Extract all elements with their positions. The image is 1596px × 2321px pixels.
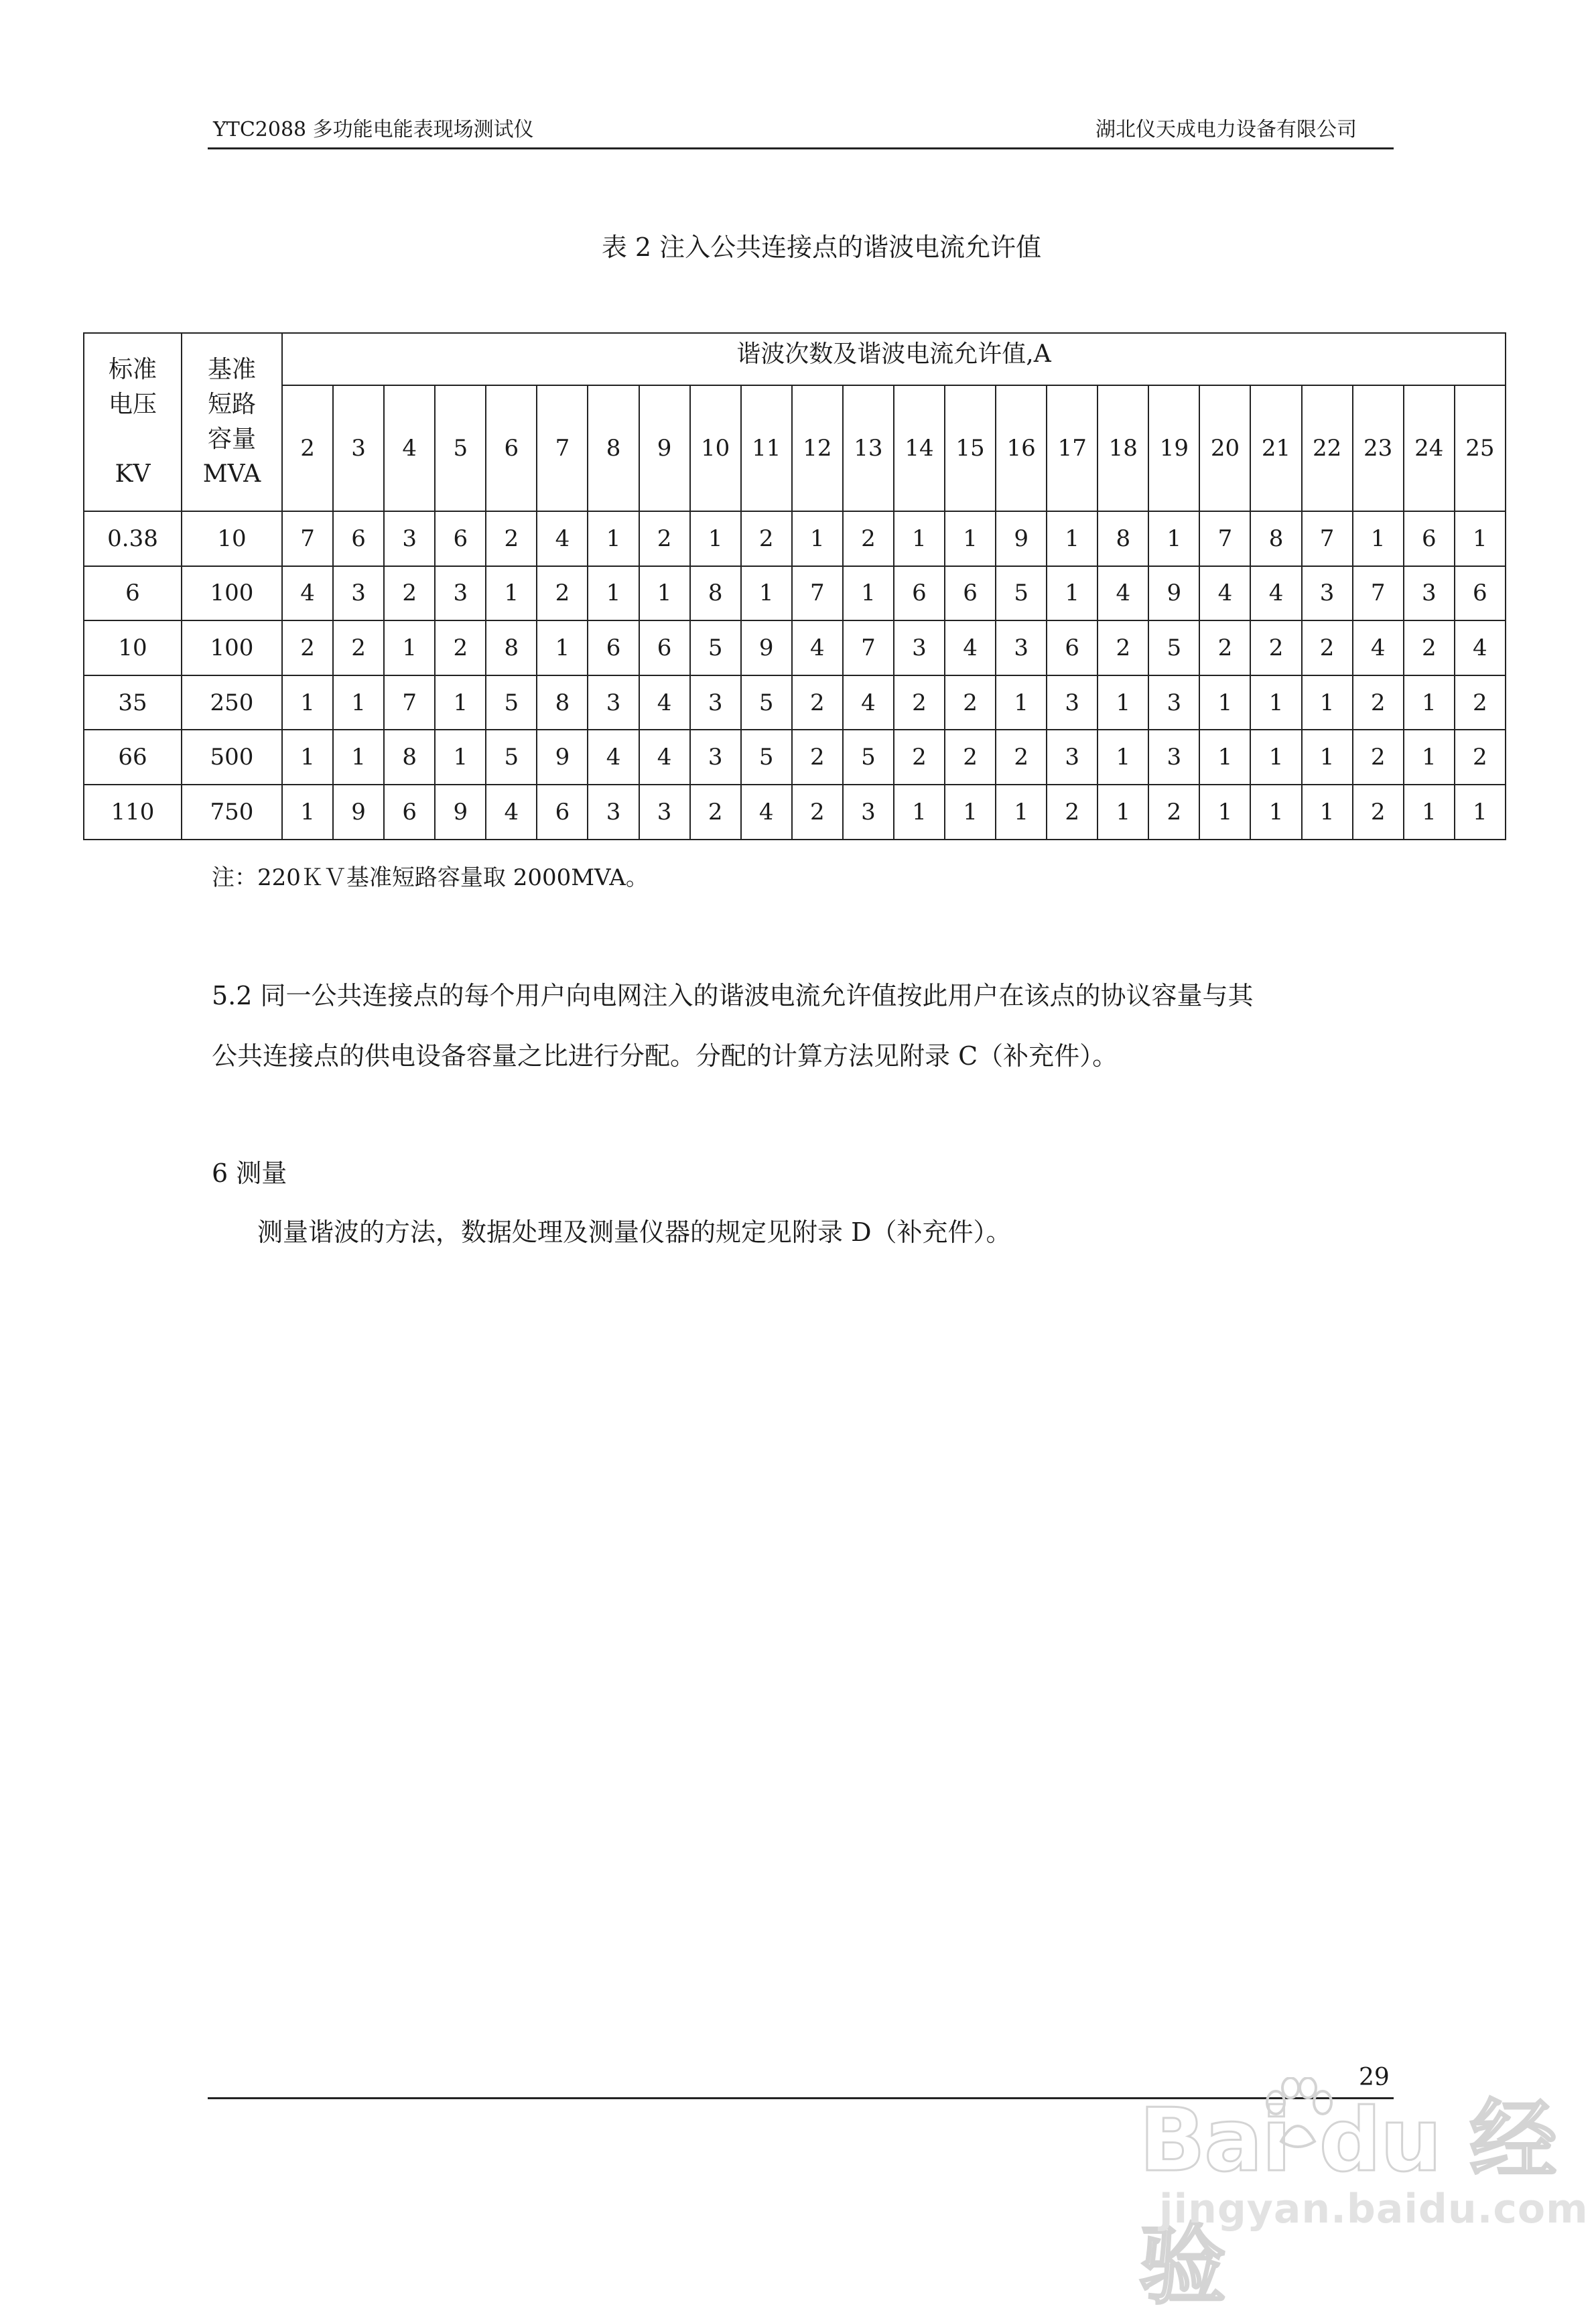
harmonic-value-cell: 2 — [792, 675, 843, 730]
harmonic-current-table — [83, 332, 1506, 840]
harmonic-value-cell: 2 — [1404, 620, 1455, 675]
table-header-orders-row — [84, 385, 1506, 511]
column-header-capacity — [182, 333, 282, 511]
harmonic-value-cell: 7 — [1353, 566, 1404, 621]
harmonic-value-cell: 1 — [1455, 511, 1506, 566]
harmonic-value-cell: 2 — [1098, 620, 1148, 675]
harmonic-order-header: 16 — [996, 385, 1047, 511]
page-header — [208, 109, 1394, 149]
harmonic-value-cell: 6 — [894, 566, 945, 621]
table-caption: 表 2 注入公共连接点的谐波电流允许值 — [601, 233, 1042, 262]
harmonic-order-header: 7 — [537, 385, 588, 511]
harmonic-value-cell: 2 — [1353, 785, 1404, 840]
harmonic-value-cell: 5 — [741, 730, 792, 785]
table-row — [84, 675, 1506, 730]
harmonic-value-cell: 3 — [996, 620, 1047, 675]
watermark-logo: Bai du 经验 — [1139, 2089, 1556, 2316]
harmonic-value-cell: 6 — [639, 620, 690, 675]
harmonic-value-cell: 7 — [1302, 511, 1353, 566]
harmonic-value-cell: 1 — [1250, 675, 1301, 730]
harmonic-value-cell: 2 — [996, 730, 1047, 785]
harmonic-value-cell: 4 — [537, 511, 588, 566]
harmonic-value-cell: 8 — [486, 620, 537, 675]
harmonic-value-cell: 4 — [792, 620, 843, 675]
harmonic-value-cell: 7 — [792, 566, 843, 621]
harmonic-value-cell: 2 — [1302, 620, 1353, 675]
harmonic-value-cell: 6 — [588, 620, 639, 675]
harmonic-value-cell: 1 — [282, 785, 333, 840]
capacity-cell: 500 — [182, 730, 282, 785]
harmonic-order-header: 22 — [1302, 385, 1353, 511]
harmonic-order-header: 21 — [1250, 385, 1301, 511]
harmonic-value-cell: 4 — [639, 730, 690, 785]
harmonic-value-cell: 8 — [690, 566, 741, 621]
harmonic-value-cell: 1 — [741, 566, 792, 621]
harmonic-value-cell: 2 — [282, 620, 333, 675]
page-number: 29 — [1359, 2064, 1390, 2091]
harmonic-value-cell: 1 — [1404, 730, 1455, 785]
harmonic-value-cell: 1 — [945, 785, 996, 840]
harmonic-value-cell: 1 — [894, 785, 945, 840]
harmonic-value-cell: 1 — [1302, 675, 1353, 730]
harmonic-value-cell: 2 — [1455, 730, 1506, 785]
harmonic-value-cell: 3 — [843, 785, 894, 840]
harmonic-value-cell: 3 — [588, 785, 639, 840]
harmonic-value-cell: 1 — [282, 675, 333, 730]
harmonic-value-cell: 4 — [741, 785, 792, 840]
section-6-title: 6 测量 — [212, 1158, 287, 1188]
harmonic-value-cell: 7 — [384, 675, 435, 730]
harmonic-value-cell: 8 — [1098, 511, 1148, 566]
watermark-site: jingyan.baidu.com — [1159, 2186, 1589, 2233]
section-6-body: 测量谐波的方法，数据处理及测量仪器的规定见附录 D（补充件）。 — [257, 1217, 1012, 1247]
harmonic-value-cell: 3 — [588, 675, 639, 730]
harmonic-value-cell: 9 — [1148, 566, 1199, 621]
harmonic-order-header: 4 — [384, 385, 435, 511]
harmonic-value-cell: 2 — [1353, 730, 1404, 785]
harmonic-value-cell: 3 — [1404, 566, 1455, 621]
harmonic-value-cell: 3 — [1047, 675, 1098, 730]
harmonic-value-cell: 2 — [894, 730, 945, 785]
header-product-title: YTC2088 多功能电能表现场测试仪 — [213, 118, 534, 141]
harmonic-value-cell: 6 — [1047, 620, 1098, 675]
harmonic-value-cell: 2 — [945, 730, 996, 785]
harmonic-value-cell: 6 — [537, 785, 588, 840]
harmonic-value-cell: 8 — [1250, 511, 1301, 566]
harmonic-value-cell: 4 — [1455, 620, 1506, 675]
harmonic-value-cell: 6 — [945, 566, 996, 621]
harmonic-value-cell: 3 — [1047, 730, 1098, 785]
harmonic-value-cell: 4 — [282, 566, 333, 621]
header-capacity-line1: 基准 — [207, 356, 256, 383]
harmonic-value-cell: 2 — [639, 511, 690, 566]
harmonic-value-cell: 7 — [843, 620, 894, 675]
harmonic-value-cell: 2 — [792, 730, 843, 785]
harmonic-value-cell: 1 — [1199, 785, 1250, 840]
harmonic-value-cell: 1 — [1098, 730, 1148, 785]
harmonic-value-cell: 2 — [1250, 620, 1301, 675]
header-capacity-unit: MVA — [202, 460, 261, 488]
harmonic-value-cell: 2 — [537, 566, 588, 621]
voltage-cell: 0.38 — [84, 511, 182, 566]
header-company-name: 湖北仪天成电力设备有限公司 — [1095, 118, 1357, 141]
harmonic-order-header: 2 — [282, 385, 333, 511]
harmonic-value-cell: 1 — [843, 566, 894, 621]
harmonic-value-cell: 3 — [1148, 730, 1199, 785]
voltage-cell: 6 — [84, 566, 182, 621]
harmonic-value-cell: 1 — [1353, 511, 1404, 566]
harmonic-value-cell: 1 — [1455, 785, 1506, 840]
header-voltage-line2: 电压 — [108, 391, 157, 418]
harmonic-value-cell: 1 — [282, 730, 333, 785]
column-group-title: 谐波次数及谐波电流允许值,A — [282, 333, 1506, 385]
harmonic-value-cell: 3 — [639, 785, 690, 840]
harmonic-value-cell: 5 — [741, 675, 792, 730]
harmonic-value-cell: 1 — [639, 566, 690, 621]
harmonic-value-cell: 8 — [537, 675, 588, 730]
harmonic-value-cell: 1 — [333, 730, 384, 785]
harmonic-value-cell: 2 — [843, 511, 894, 566]
harmonic-value-cell: 2 — [1353, 675, 1404, 730]
harmonic-value-cell: 5 — [486, 675, 537, 730]
harmonic-order-header: 24 — [1404, 385, 1455, 511]
harmonic-value-cell: 1 — [1199, 730, 1250, 785]
harmonic-value-cell: 2 — [435, 620, 486, 675]
harmonic-value-cell: 2 — [486, 511, 537, 566]
header-capacity-line3: 容量 — [207, 425, 256, 453]
harmonic-value-cell: 5 — [996, 566, 1047, 621]
harmonic-value-cell: 7 — [282, 511, 333, 566]
harmonic-order-header: 18 — [1098, 385, 1148, 511]
harmonic-value-cell: 2 — [792, 785, 843, 840]
harmonic-value-cell: 1 — [945, 511, 996, 566]
harmonic-value-cell: 1 — [1404, 785, 1455, 840]
harmonic-value-cell: 1 — [486, 566, 537, 621]
harmonic-order-header: 14 — [894, 385, 945, 511]
harmonic-value-cell: 3 — [1302, 566, 1353, 621]
harmonic-value-cell: 3 — [384, 511, 435, 566]
harmonic-value-cell: 1 — [1098, 675, 1148, 730]
harmonic-value-cell: 6 — [333, 511, 384, 566]
harmonic-value-cell: 1 — [1199, 675, 1250, 730]
harmonic-value-cell: 1 — [588, 566, 639, 621]
harmonic-value-cell: 1 — [1302, 730, 1353, 785]
harmonic-value-cell: 1 — [1047, 566, 1098, 621]
harmonic-value-cell: 2 — [741, 511, 792, 566]
harmonic-value-cell: 8 — [384, 730, 435, 785]
harmonic-value-cell: 3 — [894, 620, 945, 675]
harmonic-value-cell: 2 — [690, 785, 741, 840]
harmonic-value-cell: 9 — [537, 730, 588, 785]
harmonic-value-cell: 2 — [1199, 620, 1250, 675]
harmonic-order-header: 11 — [741, 385, 792, 511]
harmonic-value-cell: 1 — [996, 785, 1047, 840]
harmonic-value-cell: 5 — [690, 620, 741, 675]
harmonic-order-header: 15 — [945, 385, 996, 511]
header-capacity-line2: 短路 — [207, 391, 256, 418]
harmonic-value-cell: 5 — [1148, 620, 1199, 675]
capacity-cell: 100 — [182, 566, 282, 621]
harmonic-value-cell: 1 — [537, 620, 588, 675]
harmonic-value-cell: 6 — [1455, 566, 1506, 621]
harmonic-value-cell: 4 — [1353, 620, 1404, 675]
harmonic-value-cell: 3 — [435, 566, 486, 621]
harmonic-value-cell: 4 — [588, 730, 639, 785]
harmonic-order-header: 20 — [1199, 385, 1250, 511]
harmonic-order-header: 19 — [1148, 385, 1199, 511]
harmonic-value-cell: 7 — [1199, 511, 1250, 566]
harmonic-value-cell: 9 — [333, 785, 384, 840]
harmonic-value-cell: 9 — [996, 511, 1047, 566]
harmonic-value-cell: 3 — [333, 566, 384, 621]
capacity-cell: 250 — [182, 675, 282, 730]
column-header-voltage — [84, 333, 182, 511]
harmonic-order-header: 12 — [792, 385, 843, 511]
voltage-cell: 66 — [84, 730, 182, 785]
table-header-row-1 — [84, 333, 1506, 385]
section-5-2-line-1: 5.2 同一公共连接点的每个用户向电网注入的谐波电流允许值按此用户在该点的协议容量与其 — [212, 981, 1254, 1010]
baidu-jingyan-watermark — [1139, 2070, 1589, 2316]
harmonic-value-cell: 6 — [1404, 511, 1455, 566]
harmonic-order-header: 17 — [1047, 385, 1098, 511]
table-row — [84, 566, 1506, 621]
table-row — [84, 730, 1506, 785]
harmonic-value-cell: 2 — [1047, 785, 1098, 840]
harmonic-value-cell: 1 — [384, 620, 435, 675]
table-note: 注：220ＫＶ基准短路容量取 2000MVA。 — [212, 864, 649, 891]
capacity-cell: 100 — [182, 620, 282, 675]
harmonic-value-cell: 1 — [435, 730, 486, 785]
harmonic-value-cell: 1 — [1098, 785, 1148, 840]
harmonic-order-header: 23 — [1353, 385, 1404, 511]
harmonic-value-cell: 1 — [1250, 785, 1301, 840]
voltage-cell: 10 — [84, 620, 182, 675]
harmonic-value-cell: 5 — [486, 730, 537, 785]
harmonic-value-cell: 1 — [1250, 730, 1301, 785]
harmonic-value-cell: 1 — [690, 511, 741, 566]
header-voltage-unit: KV — [115, 460, 151, 488]
table-row — [84, 620, 1506, 675]
harmonic-value-cell: 3 — [1148, 675, 1199, 730]
harmonic-value-cell: 4 — [1199, 566, 1250, 621]
harmonic-order-header: 13 — [843, 385, 894, 511]
harmonic-value-cell: 9 — [435, 785, 486, 840]
voltage-cell: 35 — [84, 675, 182, 730]
harmonic-value-cell: 2 — [384, 566, 435, 621]
harmonic-value-cell: 1 — [588, 511, 639, 566]
harmonic-value-cell: 6 — [384, 785, 435, 840]
harmonic-order-header: 5 — [435, 385, 486, 511]
harmonic-value-cell: 3 — [690, 730, 741, 785]
harmonic-order-header: 3 — [333, 385, 384, 511]
harmonic-value-cell: 4 — [486, 785, 537, 840]
harmonic-value-cell: 1 — [435, 675, 486, 730]
harmonic-value-cell: 1 — [1148, 511, 1199, 566]
harmonic-order-header: 9 — [639, 385, 690, 511]
harmonic-value-cell: 1 — [1047, 511, 1098, 566]
harmonic-order-header: 10 — [690, 385, 741, 511]
harmonic-order-header: 25 — [1455, 385, 1506, 511]
harmonic-value-cell: 1 — [333, 675, 384, 730]
harmonic-value-cell: 1 — [894, 511, 945, 566]
voltage-cell: 110 — [84, 785, 182, 840]
harmonic-value-cell: 4 — [639, 675, 690, 730]
harmonic-value-cell: 2 — [894, 675, 945, 730]
harmonic-value-cell: 2 — [945, 675, 996, 730]
harmonic-value-cell: 4 — [843, 675, 894, 730]
harmonic-value-cell: 3 — [690, 675, 741, 730]
section-5-2-line-2: 公共连接点的供电设备容量之比进行分配。分配的计算方法见附录 C（补充件）。 — [212, 1041, 1118, 1071]
harmonic-value-cell: 1 — [792, 511, 843, 566]
capacity-cell: 750 — [182, 785, 282, 840]
harmonic-value-cell: 2 — [333, 620, 384, 675]
table-row — [84, 511, 1506, 566]
table-row — [84, 785, 1506, 840]
harmonic-value-cell: 4 — [1098, 566, 1148, 621]
harmonic-value-cell: 6 — [435, 511, 486, 566]
harmonic-value-cell: 4 — [945, 620, 996, 675]
paw-icon — [1261, 2077, 1335, 2158]
harmonic-value-cell: 4 — [1250, 566, 1301, 621]
harmonic-value-cell: 1 — [996, 675, 1047, 730]
harmonic-value-cell: 9 — [741, 620, 792, 675]
header-voltage-line1: 标准 — [108, 356, 157, 383]
harmonic-order-header: 6 — [486, 385, 537, 511]
harmonic-value-cell: 1 — [1302, 785, 1353, 840]
harmonic-value-cell: 5 — [843, 730, 894, 785]
harmonic-value-cell: 1 — [1404, 675, 1455, 730]
harmonic-value-cell: 2 — [1455, 675, 1506, 730]
harmonic-value-cell: 2 — [1148, 785, 1199, 840]
capacity-cell: 10 — [182, 511, 282, 566]
harmonic-order-header: 8 — [588, 385, 639, 511]
